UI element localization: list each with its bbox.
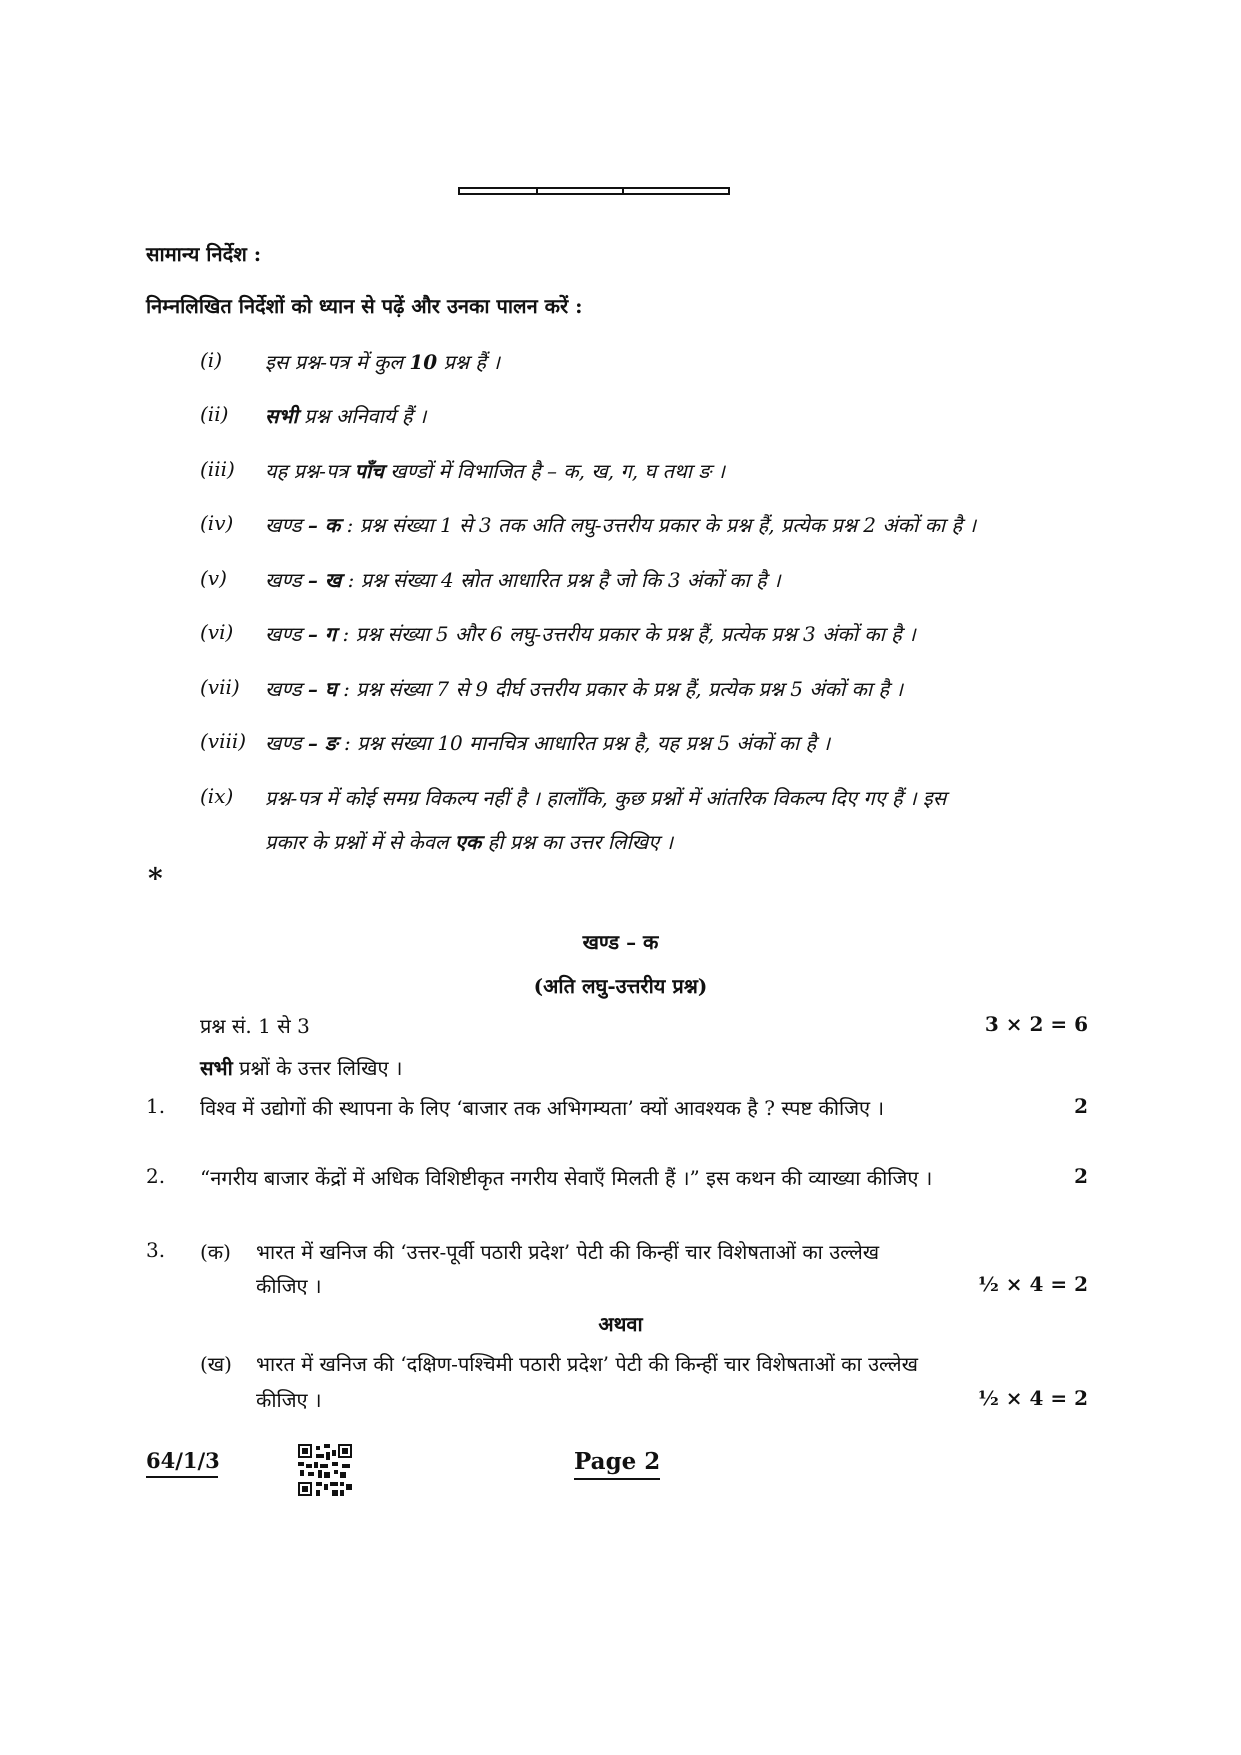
option-text: भारत में खनिज की ‘दक्षिण-पश्चिमी पठारी प्रदेश’ पेटी की किन्हीं चार विशेषताओं का उल्लेख bbox=[256, 1352, 918, 1376]
question-number: 2. bbox=[146, 1164, 166, 1188]
option-label: (क) bbox=[200, 1240, 231, 1264]
section-subtitle: (अति लघु-उत्तरीय प्रश्न) bbox=[533, 974, 708, 998]
option-text-continued: कीजिए । bbox=[256, 1388, 322, 1412]
question-text: “नगरीय बाजार केंद्रों में अधिक विशिष्टीकृत नगरीय सेवाएँ मिलती हैं ।” इस कथन की व्याख्या कीजिए । bbox=[200, 1166, 933, 1190]
option-text: भारत में खनिज की ‘उत्तर-पूर्वी पठारी प्रदेश’ पेटी की किन्हीं चार विशेषताओं का उल्लेख bbox=[256, 1240, 880, 1264]
instruction-text: प्रकार के प्रश्नों में से केवल एक ही प्रश्न का उत्तर लिखिए । bbox=[265, 830, 674, 854]
section-title: खण्ड – क bbox=[582, 930, 659, 954]
instruction-number: (vi) bbox=[200, 620, 234, 644]
answer-all-instruction: सभी प्रश्नों के उत्तर लिखिए । bbox=[200, 1056, 403, 1080]
instruction-text: प्रश्न-पत्र में कोई समग्र विकल्प नहीं है । हालाँकि, कुछ प्रश्नों में आंतरिक विकल्प दिए गए हैं । इस bbox=[265, 786, 947, 810]
instruction-number: (iii) bbox=[200, 457, 235, 481]
question-range: प्रश्न सं. 1 से 3 bbox=[200, 1014, 310, 1038]
page-number: Page 2 bbox=[574, 1448, 661, 1475]
option-label: (ख) bbox=[200, 1352, 232, 1376]
question-marks: 2 bbox=[1074, 1164, 1088, 1188]
instruction-text: खण्ड – क : प्रश्न संख्या 1 से 3 तक अति लघु-उत्तरीय प्रकार के प्रश्न हैं, प्रत्येक प्रश्न 2 अंकों का है । bbox=[265, 513, 977, 537]
section-marks: 3 × 2 = 6 bbox=[984, 1012, 1088, 1036]
or-separator: अथवा bbox=[598, 1312, 643, 1336]
instruction-text: सभी प्रश्न अनिवार्य हैं । bbox=[265, 404, 427, 428]
general-instructions-title: सामान्य निर्देश : bbox=[146, 242, 262, 266]
asterisk-mark: * bbox=[148, 862, 163, 895]
paper-code-underline bbox=[146, 1476, 218, 1478]
header-rule-tick bbox=[536, 187, 538, 195]
instruction-text: खण्ड – घ : प्रश्न संख्या 7 से 9 दीर्घ उत्तरीय प्रकार के प्रश्न हैं, प्रत्येक प्रश्न 5 अंकों का है । bbox=[265, 677, 903, 701]
option-marks: ½ × 4 = 2 bbox=[977, 1386, 1088, 1410]
instruction-text: खण्ड – ग : प्रश्न संख्या 5 और 6 लघु-उत्तरीय प्रकार के प्रश्न हैं, प्रत्येक प्रश्न 3 अंकों का है । bbox=[265, 622, 916, 646]
instruction-text: यह प्रश्न-पत्र पाँच खण्डों में विभाजित है – क, ख, ग, घ तथा ङ । bbox=[265, 459, 725, 483]
instruction-number: (ii) bbox=[200, 402, 229, 426]
instruction-number: (viii) bbox=[200, 729, 247, 753]
question-number: 3. bbox=[146, 1238, 166, 1262]
question-text: विश्व में उद्योगों की स्थापना के लिए ‘बाजार तक अभिगम्यता’ क्यों आवश्यक है ? स्पष्ट कीजिए । bbox=[200, 1096, 885, 1120]
paper-code: 64/1/3 bbox=[146, 1448, 220, 1473]
instruction-line: निम्नलिखित निर्देशों को ध्यान से पढ़ें और उनका पालन करें : bbox=[146, 294, 583, 318]
option-text-continued: कीजिए । bbox=[256, 1274, 322, 1298]
option-marks: ½ × 4 = 2 bbox=[977, 1272, 1088, 1296]
question-marks: 2 bbox=[1074, 1094, 1088, 1118]
header-rule-tick bbox=[622, 187, 624, 195]
page-number-underline bbox=[574, 1478, 660, 1480]
instruction-number: (i) bbox=[200, 348, 223, 372]
instruction-number: (ix) bbox=[200, 784, 234, 808]
instruction-text: खण्ड – ङ : प्रश्न संख्या 10 मानचित्र आधारित प्रश्न है, यह प्रश्न 5 अंकों का है । bbox=[265, 731, 831, 755]
instruction-text: इस प्रश्न-पत्र में कुल 10 प्रश्न हैं । bbox=[265, 350, 500, 374]
instruction-number: (v) bbox=[200, 566, 227, 590]
instruction-text: खण्ड – ख : प्रश्न संख्या 4 स्रोत आधारित प्रश्न है जो कि 3 अंकों का है । bbox=[265, 568, 781, 592]
instruction-number: (iv) bbox=[200, 511, 234, 535]
qr-code-icon bbox=[298, 1444, 352, 1496]
question-number: 1. bbox=[146, 1094, 166, 1118]
instruction-number: (vii) bbox=[200, 675, 240, 699]
header-rule bbox=[458, 187, 730, 195]
